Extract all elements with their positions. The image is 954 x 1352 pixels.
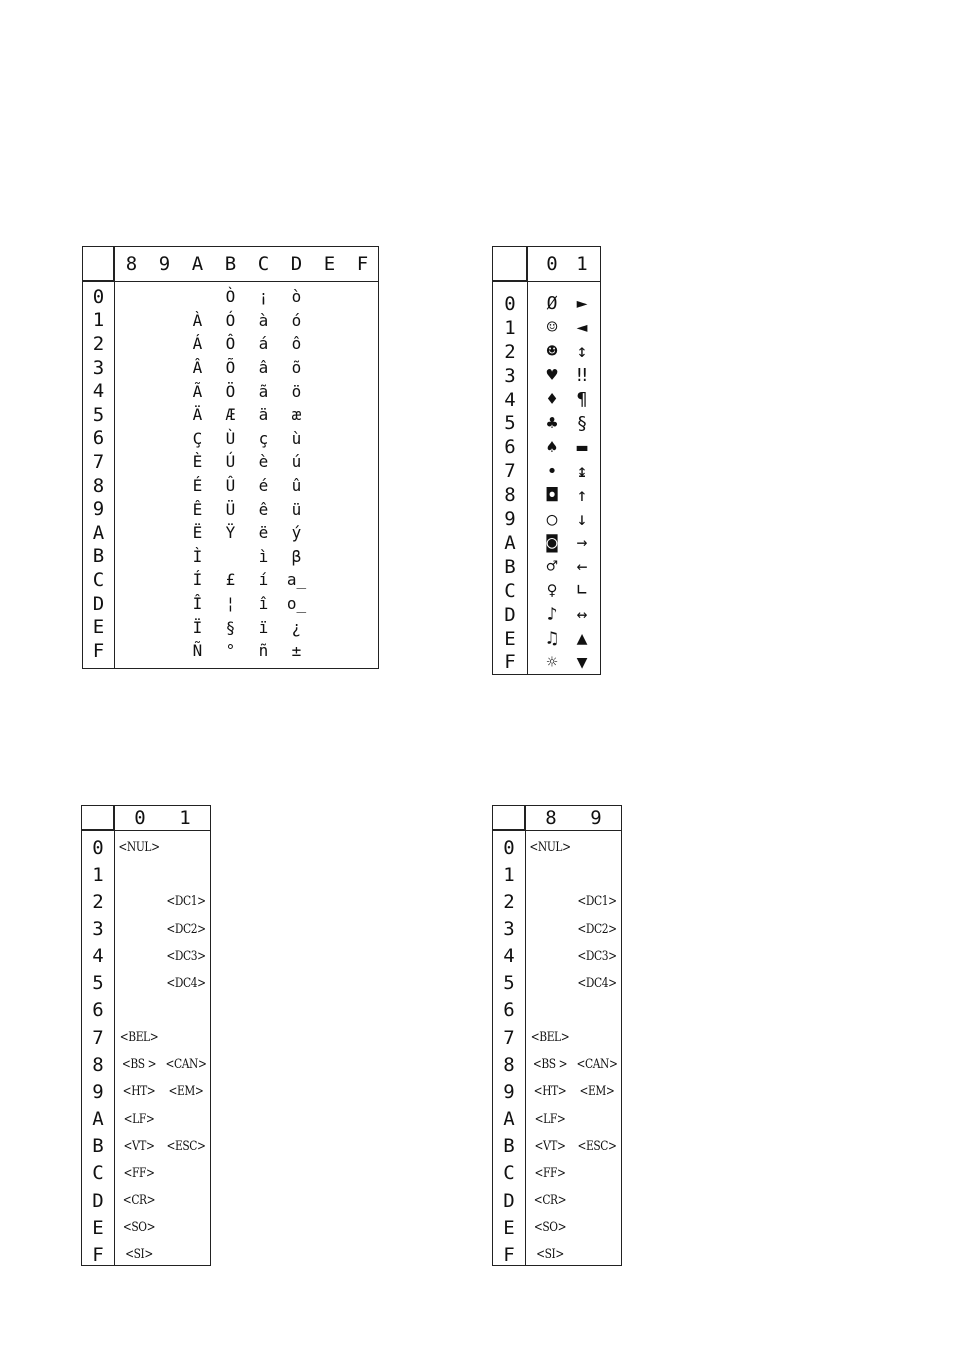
character-cell: ¦	[225, 594, 236, 614]
symbol-cell: ♀	[546, 580, 558, 602]
symbol-cell: ►	[576, 293, 588, 315]
column-header: E	[323, 253, 336, 275]
control-code-cell	[531, 915, 569, 942]
character-cell: ý	[291, 523, 302, 543]
row-header: 6	[92, 999, 104, 1022]
character-cell: §	[225, 617, 236, 637]
row-header: F	[92, 1243, 104, 1266]
row-header: 5	[503, 972, 515, 995]
control-code-cell: <NUL>	[529, 840, 571, 856]
character-cell: Ù	[225, 428, 236, 448]
control-code-cell	[577, 1106, 616, 1133]
row-header: 8	[503, 1053, 515, 1076]
control-code-cell: <HT>	[122, 1084, 156, 1100]
control-code-cell	[120, 861, 158, 888]
row-header: E	[92, 616, 105, 639]
character-cell: ù	[291, 428, 302, 448]
column-header: 9	[590, 807, 602, 829]
control-code-cell: <BEL>	[530, 1030, 570, 1046]
control-code-cell: <LF>	[123, 1111, 155, 1127]
row-label-divider	[527, 247, 528, 674]
control-code-cell	[120, 943, 158, 970]
character-cell: õ	[291, 358, 302, 378]
character-cell: à	[258, 310, 269, 330]
row-header: 3	[503, 918, 515, 940]
column-header: D	[290, 253, 303, 275]
character-cell: °	[225, 641, 236, 661]
character-cell: £	[225, 570, 236, 590]
row-header: F	[92, 639, 105, 662]
symbol-cell: ◄	[576, 317, 588, 339]
column-header: 1	[576, 253, 588, 275]
character-cell: Õ	[225, 358, 236, 378]
symbol-cell: ♥	[546, 365, 558, 387]
row-header: 1	[92, 863, 104, 886]
control-code-cell	[120, 970, 158, 997]
row-header: 2	[92, 332, 105, 355]
character-cell: ì	[258, 546, 269, 566]
control-code-cell: <DC4>	[166, 975, 206, 991]
column-header: 9	[158, 253, 171, 275]
character-cell: Æ	[225, 405, 236, 425]
character-cell: É	[192, 476, 203, 496]
character-cell: Ç	[192, 428, 203, 448]
control-code-cell	[166, 1024, 205, 1051]
symbol-cell: ▬	[576, 436, 588, 458]
column-header: B	[224, 253, 237, 275]
character-cell: Ö	[225, 381, 236, 401]
row-header: 8	[92, 474, 105, 497]
row-header: 7	[92, 1026, 104, 1049]
row-header: 1	[503, 863, 515, 886]
control-code-cell: <HT>	[533, 1084, 567, 1100]
symbol-character-table	[492, 246, 601, 675]
control-code-cell	[577, 1214, 616, 1241]
control-code-cell	[577, 834, 616, 861]
character-cell: Ê	[192, 499, 203, 519]
character-cell: á	[258, 334, 269, 354]
character-cell: û	[291, 476, 302, 496]
row-header: A	[92, 1108, 104, 1131]
symbol-cell: ¶	[576, 389, 588, 411]
control-code-cell	[166, 1160, 205, 1187]
header-divider	[493, 281, 600, 282]
corner-cell	[83, 247, 114, 281]
row-header: 0	[92, 836, 104, 859]
control-code-cell: <DC3>	[577, 948, 617, 964]
row-header: 7	[503, 1026, 515, 1049]
row-header: 3	[92, 356, 105, 379]
control-code-cell: <ESC>	[166, 1138, 206, 1154]
character-cell: í	[258, 570, 269, 590]
character-cell: À	[192, 310, 203, 330]
character-cell: ê	[258, 499, 269, 519]
corner-cell	[82, 806, 114, 830]
row-header: A	[504, 531, 516, 554]
row-header: 7	[504, 460, 516, 483]
character-cell: Û	[225, 476, 236, 496]
symbol-cell: §	[576, 412, 588, 434]
row-header: 1	[92, 309, 105, 332]
symbol-cell: •	[546, 460, 558, 482]
row-header: 1	[504, 316, 516, 339]
control-code-cell	[166, 861, 205, 888]
row-header: B	[503, 1135, 515, 1158]
control-code-cell: <EM>	[579, 1084, 615, 1100]
row-header: 0	[504, 292, 516, 315]
latin-character-table	[82, 246, 379, 669]
control-code-cell: <NUL>	[118, 840, 160, 856]
character-cell: ó	[291, 310, 302, 330]
column-header: 8	[545, 807, 557, 829]
control-code-cell: <SO>	[533, 1220, 567, 1236]
control-code-cell: <DC1>	[577, 894, 617, 910]
control-code-table-8-9	[492, 805, 622, 1266]
character-cell: Ú	[225, 452, 236, 472]
row-header: B	[92, 1135, 104, 1158]
symbol-cell: ☻	[546, 341, 558, 363]
corner-cell	[493, 247, 527, 281]
row-header: 5	[92, 972, 104, 995]
row-header: 9	[92, 498, 105, 521]
row-header: 9	[92, 1080, 104, 1103]
symbol-cell: ↑	[576, 484, 588, 506]
row-header: A	[503, 1108, 515, 1131]
control-code-cell	[166, 1241, 205, 1268]
row-label-divider	[525, 806, 526, 1265]
control-code-cell: <EM>	[168, 1084, 204, 1100]
symbol-cell: ☼	[546, 651, 558, 673]
control-code-cell: <DC1>	[166, 894, 206, 910]
row-label-divider	[114, 247, 115, 668]
character-cell: Î	[192, 594, 203, 614]
control-code-cell	[120, 888, 158, 915]
character-cell: æ	[291, 405, 302, 425]
symbol-cell: ∟	[576, 580, 588, 602]
character-cell: Ä	[192, 405, 203, 425]
character-cell: Ÿ	[225, 523, 236, 543]
character-cell: Á	[192, 334, 203, 354]
control-code-cell	[166, 1187, 205, 1214]
character-cell: È	[192, 452, 203, 472]
column-header: C	[257, 253, 270, 275]
character-cell: Ô	[225, 334, 236, 354]
symbol-cell: ♦	[546, 389, 558, 411]
symbol-cell: ↕	[576, 341, 588, 363]
control-code-cell: <DC2>	[166, 921, 206, 937]
row-header: E	[504, 627, 516, 650]
control-code-cell	[577, 997, 616, 1024]
row-header: 4	[92, 945, 104, 968]
character-cell: ë	[258, 523, 269, 543]
control-code-cell: <CAN>	[165, 1057, 207, 1073]
control-code-cell	[577, 861, 616, 888]
character-cell: Ã	[192, 381, 203, 401]
character-cell: Ë	[192, 523, 203, 543]
symbol-cell: →	[576, 532, 588, 554]
control-code-cell: <SO>	[122, 1220, 156, 1236]
row-header: 5	[92, 403, 105, 426]
row-header: 4	[92, 380, 105, 403]
row-header: 4	[503, 945, 515, 968]
character-cell: ü	[291, 499, 302, 519]
control-code-cell: <CR>	[533, 1193, 567, 1208]
row-header: A	[92, 521, 105, 544]
row-header: F	[504, 651, 516, 674]
control-code-cell	[531, 970, 569, 997]
row-header: 5	[504, 412, 516, 435]
control-code-cell	[120, 997, 158, 1024]
control-code-cell: <SI>	[536, 1247, 564, 1263]
row-header: 9	[503, 1080, 515, 1103]
row-header: 0	[92, 285, 105, 308]
symbol-cell: ☺	[546, 317, 558, 339]
control-code-cell: <VT>	[123, 1138, 155, 1154]
control-code-cell: <DC3>	[166, 948, 206, 964]
row-header: 2	[504, 340, 516, 363]
control-code-cell: <DC2>	[577, 921, 617, 937]
symbol-cell: ↔	[576, 604, 588, 626]
header-divider	[82, 830, 210, 831]
control-code-cell: <VT>	[534, 1138, 566, 1154]
control-code-cell	[531, 943, 569, 970]
symbol-cell: ‼	[576, 365, 588, 387]
row-header: D	[504, 603, 516, 626]
column-header: 1	[179, 807, 191, 829]
character-cell	[181, 285, 214, 309]
row-header: 8	[504, 484, 516, 507]
row-header: D	[92, 1189, 104, 1212]
row-header: 2	[92, 890, 104, 913]
character-cell: ä	[258, 405, 269, 425]
control-code-cell: <BEL>	[119, 1030, 159, 1046]
control-code-cell	[577, 1241, 616, 1268]
control-code-cell	[531, 861, 569, 888]
row-header: 6	[503, 999, 515, 1022]
row-header: 7	[92, 450, 105, 473]
row-header: B	[92, 545, 105, 568]
symbol-cell: ○	[546, 508, 558, 530]
control-code-cell	[166, 1106, 205, 1133]
control-code-cell: <ESC>	[577, 1138, 617, 1154]
control-code-cell: <SI>	[125, 1247, 153, 1263]
character-cell: è	[258, 452, 269, 472]
character-cell: ú	[291, 452, 302, 472]
character-cell: Ñ	[192, 641, 203, 661]
control-code-cell: <FF>	[534, 1165, 566, 1181]
row-label-divider	[114, 806, 115, 1265]
symbol-cell: ↨	[576, 460, 588, 482]
column-header: 0	[134, 807, 146, 829]
control-code-cell	[166, 834, 205, 861]
row-header: D	[92, 592, 105, 615]
control-code-cell	[577, 1160, 616, 1187]
character-cell: Ó	[225, 310, 236, 330]
control-code-cell: <CAN>	[576, 1057, 618, 1073]
row-header: C	[92, 568, 105, 591]
symbol-cell: ♣	[546, 412, 558, 434]
row-header: 3	[92, 918, 104, 940]
symbol-cell: ♠	[546, 436, 558, 458]
symbol-cell: ♂	[546, 556, 558, 578]
header-divider	[493, 830, 621, 831]
character-cell: Ü	[225, 499, 236, 519]
character-cell: Ï	[192, 617, 203, 637]
character-cell: î	[258, 594, 269, 614]
row-header: 9	[504, 508, 516, 531]
character-cell: ö	[291, 381, 302, 401]
character-cell: ±	[291, 641, 302, 661]
row-header: 4	[504, 388, 516, 411]
row-header: C	[503, 1162, 515, 1185]
control-code-cell	[531, 997, 569, 1024]
control-code-cell	[166, 997, 205, 1024]
row-header: D	[503, 1189, 515, 1212]
control-code-cell: <FF>	[123, 1165, 155, 1181]
symbol-cell: ▲	[576, 628, 588, 650]
symbol-cell: ♫	[546, 628, 558, 650]
control-code-table-0-1	[81, 805, 211, 1266]
row-header: 2	[503, 890, 515, 913]
character-cell: ç	[258, 428, 269, 448]
control-code-cell: <DC4>	[577, 975, 617, 991]
character-cell: ñ	[258, 641, 269, 661]
row-header: B	[504, 555, 516, 578]
character-cell: ï	[258, 617, 269, 637]
row-header: C	[504, 579, 516, 602]
symbol-cell: Ø	[546, 293, 558, 315]
character-cell: ¡	[258, 287, 269, 307]
character-cell: ã	[258, 381, 269, 401]
column-header: 8	[125, 253, 138, 275]
row-header: E	[503, 1216, 515, 1239]
symbol-cell: ◘	[546, 484, 558, 506]
row-header: E	[92, 1216, 104, 1239]
character-cell: Â	[192, 358, 203, 378]
column-header: F	[356, 253, 369, 275]
symbol-cell: ♪	[546, 604, 558, 626]
symbol-cell: ◙	[546, 532, 558, 554]
row-header: 8	[92, 1053, 104, 1076]
character-cell: Ò	[225, 287, 236, 307]
control-code-cell: <LF>	[534, 1111, 566, 1127]
character-cell: a̲	[286, 570, 307, 590]
column-header: A	[191, 253, 204, 275]
character-cell: é	[258, 476, 269, 496]
control-code-cell	[577, 1024, 616, 1051]
row-header: C	[92, 1162, 104, 1185]
character-cell: ò	[291, 287, 302, 307]
symbol-cell: ↓	[576, 508, 588, 530]
control-code-cell	[531, 888, 569, 915]
character-cell: â	[258, 358, 269, 378]
character-cell: Ì	[192, 546, 203, 566]
column-header: 0	[546, 253, 558, 275]
control-code-cell: <BS >	[121, 1057, 157, 1073]
control-code-cell	[120, 915, 158, 942]
symbol-cell: ←	[576, 556, 588, 578]
row-header: 6	[504, 436, 516, 459]
character-cell: β	[291, 546, 302, 566]
symbol-cell: ▼	[576, 651, 588, 673]
control-code-cell	[577, 1187, 616, 1214]
character-cell: o̲	[286, 594, 307, 614]
row-header: 0	[503, 836, 515, 859]
character-cell: ¿	[291, 617, 302, 637]
corner-cell	[493, 806, 525, 830]
control-code-cell: <CR>	[122, 1193, 156, 1208]
character-cell	[214, 545, 247, 569]
row-header: 3	[504, 364, 516, 387]
header-divider	[83, 281, 378, 282]
row-header: F	[503, 1243, 515, 1266]
control-code-cell	[166, 1214, 205, 1241]
row-header: 6	[92, 427, 105, 450]
control-code-cell: <BS >	[532, 1057, 568, 1073]
character-cell: Í	[192, 570, 203, 590]
character-cell: ô	[291, 334, 302, 354]
